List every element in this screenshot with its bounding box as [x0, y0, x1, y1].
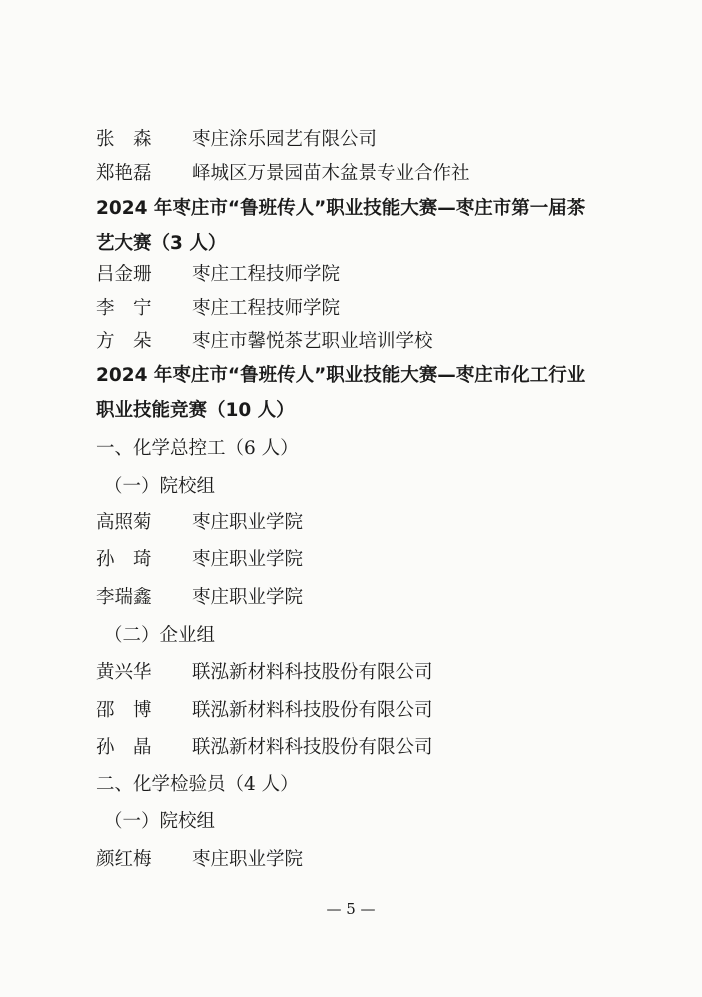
list-item	[96, 585, 303, 611]
entry-org: 联泓新材料科技股份有限公司	[192, 737, 433, 758]
list-item	[96, 262, 340, 288]
entry-org: 联泓新材料科技股份有限公司	[192, 700, 433, 721]
entry-name: 黄兴华	[96, 662, 152, 683]
entry-name: 高照菊	[96, 512, 152, 533]
entry-name: 孙 琦	[96, 549, 152, 570]
entry-org: 枣庄涂乐园艺有限公司	[192, 129, 378, 150]
list-item	[96, 660, 433, 686]
list-item	[96, 127, 377, 153]
entry-name: 李 宁	[96, 298, 152, 319]
entry-name: 颜红梅	[96, 849, 152, 870]
section-title: 一、化学总控工（6 人）	[96, 438, 299, 459]
entry-org: 枣庄职业学院	[192, 512, 304, 533]
entry-org: 联泓新材料科技股份有限公司	[192, 662, 433, 683]
entry-org: 枣庄职业学院	[192, 849, 304, 870]
competition-heading: 艺大赛（3 人）	[96, 233, 227, 254]
list-item	[96, 510, 303, 536]
page-number: — 5 —	[326, 900, 376, 918]
group-title: （二）企业组	[104, 625, 216, 646]
list-item	[96, 735, 433, 761]
entry-name: 吕金珊	[96, 264, 152, 285]
list-item	[96, 547, 303, 573]
entry-org: 枣庄工程技师学院	[192, 264, 341, 285]
competition-heading: 2024 年枣庄市“鲁班传人”职业技能大赛—枣庄市第一届茶	[96, 198, 586, 219]
entry-name: 方 朵	[96, 331, 152, 352]
entry-name: 张 森	[96, 129, 152, 150]
section-title: 二、化学检验员（4 人）	[96, 774, 299, 795]
entry-name: 郑艳磊	[96, 163, 152, 184]
entry-org: 枣庄职业学院	[192, 549, 304, 570]
entry-org: 枣庄市馨悦茶艺职业培训学校	[192, 331, 433, 352]
list-item	[96, 698, 433, 724]
group-title: （一）院校组	[104, 811, 216, 832]
competition-heading: 职业技能竞赛（10 人）	[96, 400, 295, 421]
list-item	[96, 161, 470, 187]
entry-org: 枣庄职业学院	[192, 587, 304, 608]
list-item	[96, 296, 340, 322]
entry-name: 李瑞鑫	[96, 587, 152, 608]
competition-heading: 2024 年枣庄市“鲁班传人”职业技能大赛—枣庄市化工行业	[96, 365, 586, 386]
entry-org: 峄城区万景园苗木盆景专业合作社	[192, 163, 470, 184]
list-item	[96, 329, 433, 355]
entry-name: 邵 博	[96, 700, 152, 721]
entry-org: 枣庄工程技师学院	[192, 298, 341, 319]
group-title: （一）院校组	[104, 476, 216, 497]
entry-name: 孙 晶	[96, 737, 152, 758]
list-item	[96, 847, 303, 873]
